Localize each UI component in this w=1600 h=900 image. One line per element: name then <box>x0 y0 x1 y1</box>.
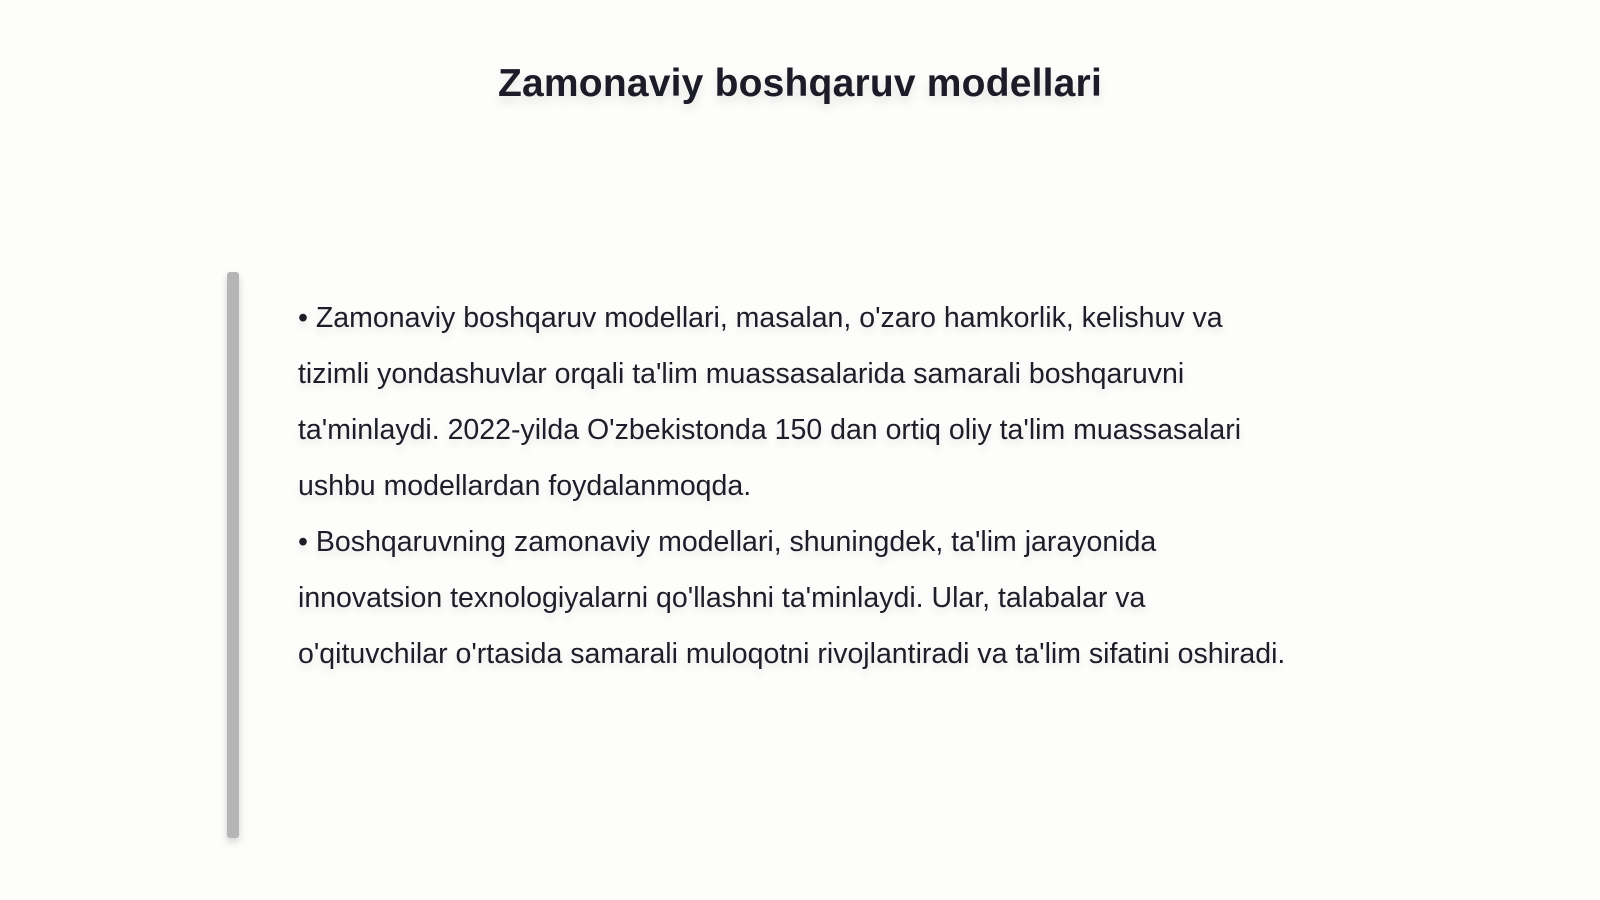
slide-title: Zamonaviy boshqaruv modellari <box>498 62 1102 105</box>
slide-content <box>298 290 1298 682</box>
bullet-paragraph: • Boshqaruvning zamonaviy modellari, shuningdek, ta'lim jarayonida innovatsion texnologiyalarni qo'llashni ta'minlaydi. Ular, talabalar va o'qituvchilar o'rtasida samarali muloqotni rivojlantiradi va ta'lim sifatini oshiradi. <box>298 526 1286 670</box>
accent-bar <box>227 272 239 838</box>
bullet-paragraph: • Zamonaviy boshqaruv modellari, masalan, o'zaro hamkorlik, kelishuv va tizimli yondashuvlar orqali ta'lim muassasalarida samarali boshqaruvni ta'minlaydi. 2022-yilda O'zbekistonda 150 dan ortiq oliy ta'lim muassasalari ushbu modellardan foydalanmoqda. <box>298 302 1242 502</box>
